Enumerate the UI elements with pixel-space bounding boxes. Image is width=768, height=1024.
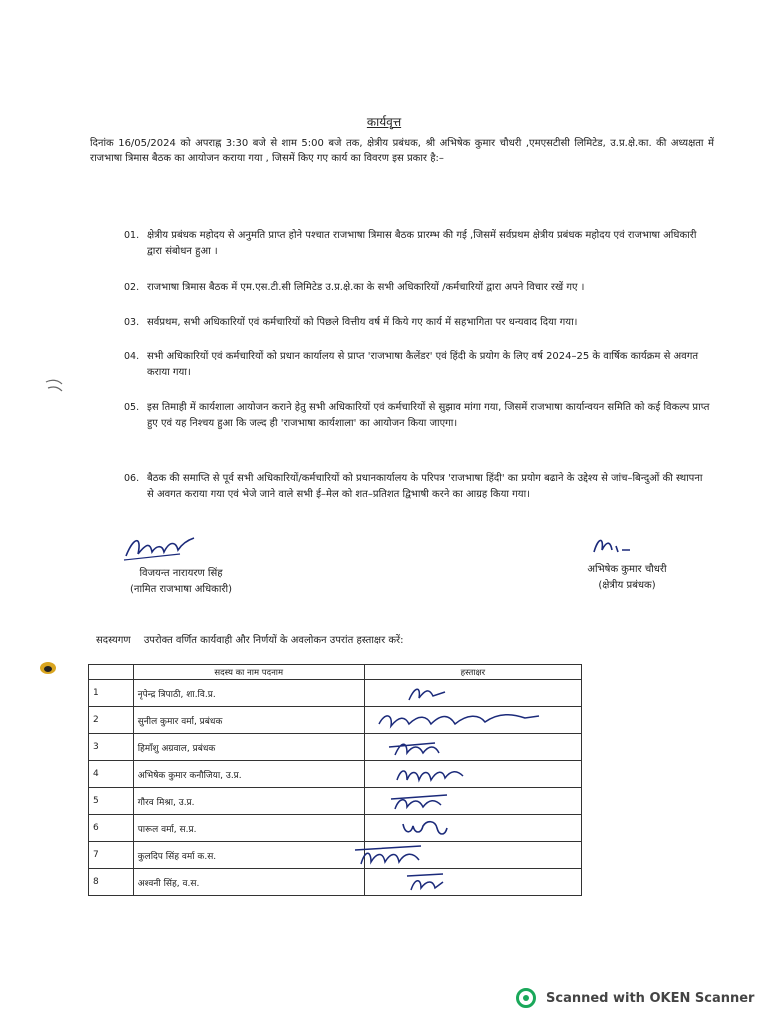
item-number: 01. — [124, 230, 140, 241]
signature-icon — [351, 842, 441, 868]
member-signature — [364, 707, 581, 734]
oken-scanner-logo-icon — [516, 988, 536, 1008]
member-name: हिमाँशु अग्रवाल, प्रबंधक — [133, 734, 364, 761]
item-number: 02. — [124, 282, 140, 293]
members-label: सदस्यगण — [96, 635, 131, 646]
right-signatory — [552, 562, 702, 594]
item-number: 03. — [124, 317, 140, 328]
intro-paragraph: दिनांक 16/05/2024 को अपराह्न 3:30 बजे से शाम 5:00 बजे तक, क्षेत्रीय प्रबंधक, श्री अभिषेक कुमार चौधरी ,एमएसटीसी लिमिटेड, उ.प्र.क्षे.का. की अध्यक्षता में राजभाषा त्रिमास बैठक का आयोजन कराया गया , जिसमें किए गए कार्य का विवरण इस प्रकार है:– — [90, 138, 714, 164]
member-signature — [364, 761, 581, 788]
signature-icon — [405, 682, 465, 704]
item-text: बैठक की समाप्ति से पूर्व सभी अधिकारियों/कर्मचारियों को प्रधानकार्यालय के परिपत्र 'राजभाषा हिंदी' का प्रयोग बढाने के उद्देश्य से जांच–बिन्दुओं की स्थापना से अवगत कराया गया एवं भेजे जाने वाले सभी ई–मेल को शत–प्रतिशत द्विभाषी करने का आग्रह किया गया। — [147, 473, 703, 500]
document-title: कार्यवृत्त — [366, 115, 402, 129]
item-number: 04. — [124, 351, 140, 362]
scanner-text: Scanned with OKEN Scanner — [546, 990, 755, 1006]
signature-icon — [399, 816, 459, 840]
table-row — [89, 734, 582, 761]
member-name: अभिषेक कुमार कनौजिया, उ.प्र. — [133, 761, 364, 788]
table-row — [89, 707, 582, 734]
member-signature — [364, 734, 581, 761]
members-table — [88, 664, 582, 896]
signature-icon — [375, 708, 545, 732]
signature-icon — [393, 762, 473, 786]
table-header-row — [89, 665, 582, 680]
left-signatory-name: विजयन्त नारायरण सिंह — [139, 568, 223, 579]
item-text: सभी अधिकारियों एवं कर्मचारियों को प्रधान कार्यालय से प्राप्त 'राजभाषा कैलेंडर' एवं हिंदी के प्रयोग के लिए वर्ष 2024–25 के वार्षिक कार्यक्रम से अवगत कराया गया। — [147, 351, 699, 378]
right-signature-icon — [586, 532, 636, 560]
left-signatory — [96, 566, 266, 598]
right-signatory-name: अभिषेक कुमार चौधरी — [587, 564, 667, 575]
table-row — [89, 761, 582, 788]
row-number: 6 — [89, 815, 134, 842]
table-row — [89, 788, 582, 815]
member-signature — [364, 788, 581, 815]
item-number: 06. — [124, 473, 140, 484]
right-signatory-designation: (क्षेत्रीय प्रबंधक) — [598, 580, 656, 591]
member-name: नृपेन्द्र त्रिपाठी, शा.वि.प्र. — [133, 680, 364, 707]
members-note: उपरोक्त वर्णित कार्यवाही और निर्णयों के अवलोकन उपरांत हस्ताक्षर करें: — [143, 635, 404, 646]
row-number: 2 — [89, 707, 134, 734]
member-name: गौरव मिश्रा, उ.प्र. — [133, 788, 364, 815]
item-text: सर्वप्रथम, सभी अधिकारियों एवं कर्मचारियों को पिछले वित्तीय वर्ष में किये गए कार्य में सहभागिता पर धन्यवाद दिया गया। — [147, 317, 578, 328]
scanner-watermark — [516, 988, 754, 1008]
member-signature — [364, 842, 581, 869]
signature-icon — [385, 735, 455, 759]
member-signature — [364, 869, 581, 896]
row-number: 7 — [89, 842, 134, 869]
item-text: क्षेत्रीय प्रबंधक महोदय से अनुमति प्राप्त होने पश्चात राजभाषा त्रिमास बैठक प्रारम्भ की गई ,जिसमें सर्वप्रथम क्षेत्रीय प्रबंधक महोदय एवं राजभाषा अधिकारी द्वारा संबोधन हुआ । — [147, 230, 697, 257]
item-number: 05. — [124, 402, 140, 413]
row-number: 5 — [89, 788, 134, 815]
row-number: 1 — [89, 680, 134, 707]
member-name: अश्वनी सिंह, व.स. — [133, 869, 364, 896]
member-signature — [364, 815, 581, 842]
item-text: इस तिमाही में कार्यशाला आयोजन कराने हेतु सभी अधिकारियों एवं कर्मचारियों से सुझाव मांगा गया, जिसमें राजभाषा कार्यान्वयन समिति को कई विकल्प प्राप्त हुए एवं यह निश्चय हुआ कि जल्द ही 'राजभाषा कार्यशाला' का आयोजन किया जाएगा। — [147, 402, 710, 429]
table-row — [89, 815, 582, 842]
left-signatory-designation: (नामित राजभाषा अधिकारी) — [130, 584, 232, 595]
header-no — [89, 665, 134, 680]
member-name: कुलदिप सिंह वर्मा क.स. — [133, 842, 364, 869]
signature-icon — [387, 789, 457, 813]
signature-icon — [403, 870, 463, 894]
members-heading — [96, 632, 414, 646]
header-name: सदस्य का नाम पदनाम — [133, 665, 364, 680]
item-text: राजभाषा त्रिमास बैठक में एम.एस.टी.सी लिमिटेड उ.प्र.क्षे.का के सभी अधिकारियों /कर्मचारियों द्वारा अपने विचार रखें गए । — [147, 282, 585, 293]
punch-hole-icon — [38, 658, 58, 678]
member-signature — [364, 680, 581, 707]
member-name: सुनील कुमार वर्मा, प्रबंधक — [133, 707, 364, 734]
table-row — [89, 680, 582, 707]
table-row — [89, 869, 582, 896]
row-number: 8 — [89, 869, 134, 896]
row-number: 3 — [89, 734, 134, 761]
margin-mark-icon — [44, 378, 64, 394]
member-name: पारूल वर्मा, स.प्र. — [133, 815, 364, 842]
table-row — [89, 842, 582, 869]
row-number: 4 — [89, 761, 134, 788]
left-signature-icon — [120, 530, 200, 566]
header-signature: हस्ताक्षर — [364, 665, 581, 680]
